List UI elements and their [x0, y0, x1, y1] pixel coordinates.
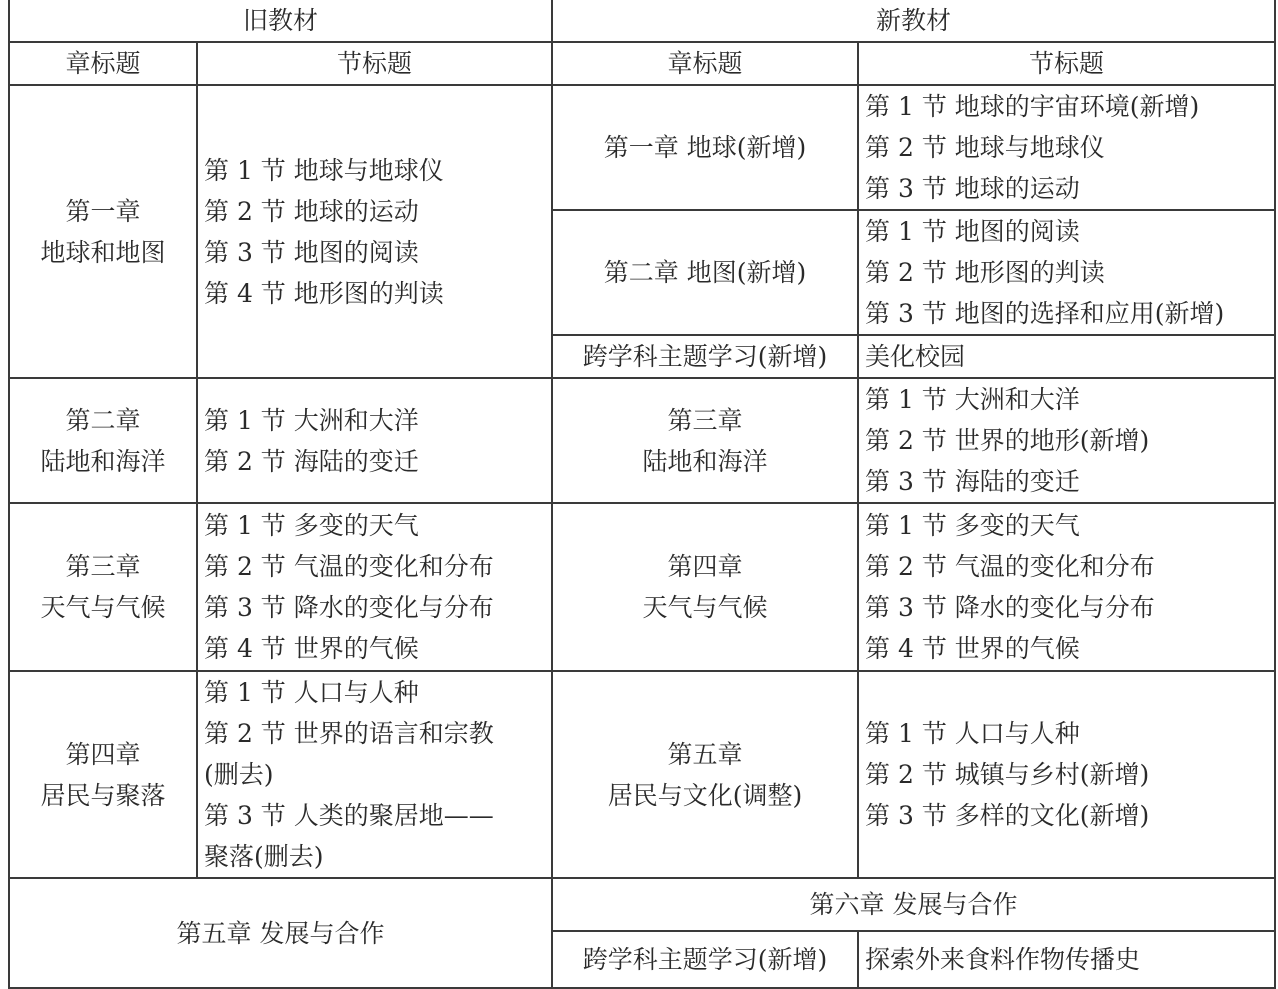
old-chapter-1-sections	[197, 85, 552, 378]
old-chapter-3-line-2: 天气与气候	[40, 593, 166, 622]
old-chapter-3	[9, 503, 197, 671]
new-ch2-section-3: 第 3 节 地图的选择和应用(新增)	[865, 299, 1225, 328]
old-ch3-section-3: 第 3 节 降水的变化与分布	[204, 593, 494, 622]
new-ch1-section-3: 第 3 节 地球的运动	[865, 174, 1080, 203]
new-ch4-section-4: 第 4 节 世界的气候	[865, 634, 1080, 663]
textbook-comparison-table	[8, 0, 1276, 989]
new-chapter-1-sections	[858, 85, 1275, 210]
old-chapter-3-line-1: 第三章	[65, 552, 141, 581]
new-chapter-4	[552, 503, 858, 671]
old-ch3-section-2: 第 2 节 气温的变化和分布	[204, 552, 494, 581]
old-chapter-5: 第五章 发展与合作	[9, 878, 552, 988]
new-chapter-3	[552, 378, 858, 503]
new-chapter-1: 第一章 地球(新增)	[552, 85, 858, 210]
new-chapter-4-sections	[858, 503, 1275, 671]
old-chapter-2-sections	[197, 378, 552, 503]
header-old-section: 节标题	[197, 42, 552, 85]
new-chapter-5-line-2: 居民与文化(调整)	[607, 780, 803, 810]
old-ch2-section-1: 第 1 节 大洲和大洋	[204, 405, 419, 435]
new-ch2-section-1: 第 1 节 地图的阅读	[865, 217, 1080, 246]
new-ch4-section-1: 第 1 节 多变的天气	[865, 511, 1080, 540]
old-ch2-section-2: 第 2 节 海陆的变迁	[204, 446, 419, 476]
new-chapter-3-line-1: 第三章	[667, 405, 743, 435]
old-ch4-section-2-note: (删去)	[204, 760, 274, 789]
header-new-textbook: 新教材	[552, 0, 1275, 42]
old-chapter-2	[9, 378, 197, 503]
new-chapter-4-line-1: 第四章	[667, 552, 743, 581]
header-new-chapter: 章标题	[552, 42, 858, 85]
old-chapter-1-line-2: 地球和地图	[40, 237, 166, 267]
comparison-table-container	[8, 0, 1274, 974]
old-ch3-section-1: 第 1 节 多变的天气	[204, 511, 419, 540]
old-ch1-section-3: 第 3 节 地图的阅读	[204, 237, 419, 267]
header-old-chapter: 章标题	[9, 42, 197, 85]
old-chapter-4-line-1: 第四章	[65, 739, 141, 769]
new-chapter-5	[552, 671, 858, 878]
old-chapter-2-line-1: 第二章	[65, 405, 141, 435]
old-chapter-4-sections	[197, 671, 552, 878]
new-chapter-6: 第六章 发展与合作	[552, 878, 1275, 931]
old-chapter-1-line-1: 第一章	[65, 196, 141, 226]
old-ch1-section-2: 第 2 节 地球的运动	[204, 196, 419, 226]
new-chapter-2-sections	[858, 210, 1275, 335]
new-interdisciplinary-1-title: 跨学科主题学习(新增)	[552, 335, 858, 378]
new-ch4-section-3: 第 3 节 降水的变化与分布	[865, 593, 1155, 622]
header-new-section: 节标题	[858, 42, 1275, 85]
old-chapter-3-sections	[197, 503, 552, 671]
new-chapter-3-sections	[858, 378, 1275, 503]
new-ch3-section-3: 第 3 节 海陆的变迁	[865, 467, 1080, 496]
old-chapter-4	[9, 671, 197, 878]
new-ch3-section-2: 第 2 节 世界的地形(新增)	[865, 426, 1150, 455]
old-ch4-section-3: 第 3 节 人类的聚居地——	[204, 801, 494, 830]
old-ch4-section-3-cont: 聚落(删去)	[204, 842, 324, 871]
new-interdisciplinary-1-topic: 美化校园	[858, 335, 1275, 378]
new-ch5-section-3: 第 3 节 多样的文化(新增)	[865, 801, 1150, 830]
old-ch1-section-4: 第 4 节 地形图的判读	[204, 278, 444, 308]
new-interdisciplinary-2-title: 跨学科主题学习(新增)	[552, 931, 858, 988]
new-chapter-3-line-2: 陆地和海洋	[642, 446, 768, 476]
new-chapter-2: 第二章 地图(新增)	[552, 210, 858, 335]
new-ch1-section-2: 第 2 节 地球与地球仪	[865, 133, 1105, 162]
old-chapter-4-line-2: 居民与聚落	[40, 780, 166, 810]
new-chapter-5-sections	[858, 671, 1275, 878]
new-ch5-section-1: 第 1 节 人口与人种	[865, 719, 1080, 748]
old-ch4-section-2: 第 2 节 世界的语言和宗教	[204, 719, 494, 748]
old-ch4-section-1: 第 1 节 人口与人种	[204, 678, 419, 707]
old-ch3-section-4: 第 4 节 世界的气候	[204, 634, 419, 663]
old-chapter-2-line-2: 陆地和海洋	[40, 446, 166, 476]
old-chapter-1	[9, 85, 197, 378]
new-chapter-4-line-2: 天气与气候	[642, 593, 768, 622]
new-ch2-section-2: 第 2 节 地形图的判读	[865, 258, 1105, 287]
new-interdisciplinary-2-topic: 探索外来食料作物传播史	[858, 931, 1275, 988]
header-old-textbook: 旧教材	[9, 0, 552, 42]
new-ch5-section-2: 第 2 节 城镇与乡村(新增)	[865, 760, 1150, 789]
new-ch1-section-1: 第 1 节 地球的宇宙环境(新增)	[865, 92, 1200, 121]
old-ch1-section-1: 第 1 节 地球与地球仪	[204, 155, 444, 185]
new-ch4-section-2: 第 2 节 气温的变化和分布	[865, 552, 1155, 581]
new-ch3-section-1: 第 1 节 大洲和大洋	[865, 385, 1080, 414]
new-chapter-5-line-1: 第五章	[667, 739, 743, 769]
